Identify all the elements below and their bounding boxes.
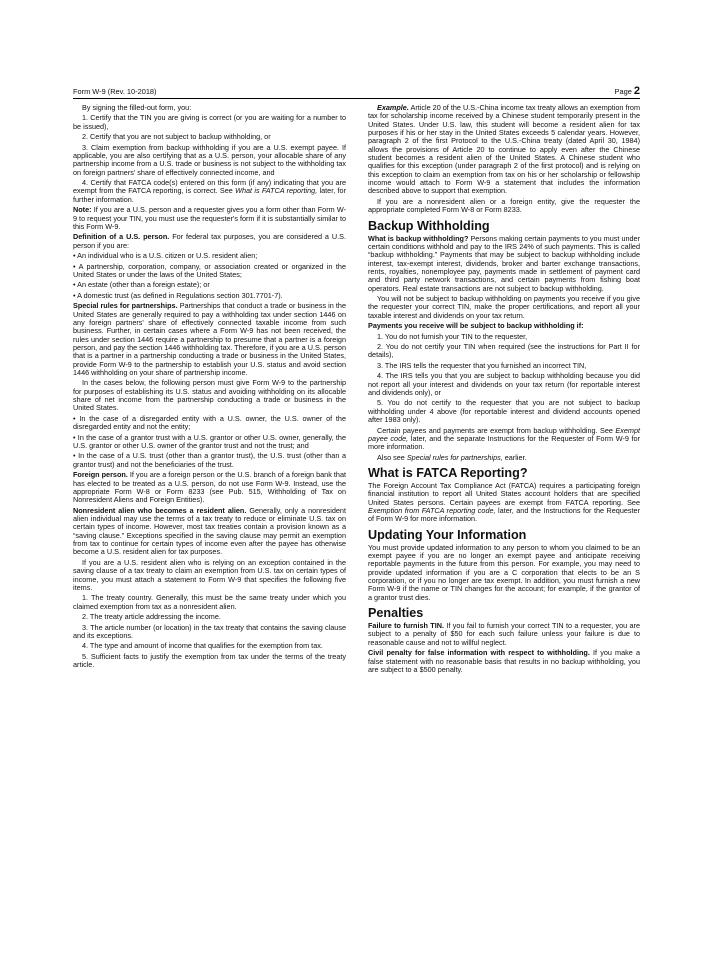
paragraph: In the cases below, the following person must give Form W-9 to the partnership for purposes of establishing its U.S. status and avoiding withholding on its allocable share of net income from the partnership conducting a trade or business in the United States.: [73, 378, 346, 413]
paragraph: 1. Certify that the TIN you are giving is correct (or you are waiting for a number to be issued),: [73, 113, 346, 131]
paragraph: Also see Special rules for partnerships, earlier.: [377, 452, 527, 462]
page-number: 2: [633, 85, 640, 97]
paragraph: Certain payees and payments are exempt from backup withholding. See Exempt payee code, later, and the separate Instructions for the Requester of Form W-9 for more information.: [368, 425, 640, 452]
list-item: • A partnership, corporation, company, or association created or organized in the United States or under the laws of the United States;: [73, 261, 346, 279]
list-item: • In the case of a disregarded entity with a U.S. owner, the U.S. owner of the disregarded entity and not the entity;: [73, 413, 346, 432]
paragraph: The Foreign Account Tax Compliance Act (FATCA) requires a participating foreign financial institution to report all United States account holders that are specified United States persons. Certain payees are exempt from FATCA reporting. See Exemption from FATCA reporting code, later, and the Instructions for the Requester of Form W-9 for more information.: [368, 481, 640, 524]
list-item: 1. You do not furnish your TIN to the requester,: [377, 331, 528, 341]
paragraph: 2. Certify that you are not subject to backup withholding, or: [82, 132, 271, 142]
list-item: 5. Sufficient facts to justify the exemption from tax under the terms of the treaty article.: [73, 651, 346, 670]
page-label: Page 2: [614, 85, 640, 97]
paragraph: If you are a nonresident alien or a foreign entity, give the requester the appropriate completed Form W-8 or Form 8233.: [368, 196, 640, 215]
list-item: 3. The article number (or location) in the tax treaty that contains the saving clause and its exceptions.: [73, 622, 346, 640]
list-item: 3. The IRS tells the requester that you furnished an incorrect TIN,: [377, 360, 587, 370]
paragraph: By signing the filled-out form, you:: [82, 103, 192, 112]
list-item: 5. You do not certify to the requester that you are not subject to backup withholding under 4 above (for reportable interest and dividend accounts opened after 1983 only).: [368, 398, 640, 425]
paragraph: You must provide updated information to any person to whom you claimed to be an exempt payee if you are no longer an exempt payee and anticipate receiving reportable payments in the future from this person. For example, you may need to provide updated information if you are a C corporation that elects to be an S corporation, or if you no longer are tax exempt. In addition, you must furnish a new Form W-9 if the name or TIN changes for the account; for example, if the grantor of a grantor trust dies.: [368, 542, 640, 602]
paragraph: Failure to furnish TIN. If you fail to furnish your correct TIN to a requester, you are subject to a penalty of $50 for each such failure unless your failure is due to reasonable cause and not to willful neglect.: [368, 621, 641, 647]
paragraph: If you are a U.S. resident alien who is relying on an exception contained in the saving clause of a tax treaty to claim an exemption from U.S. tax on certain types of income, you must attach a statement to Form W-9 that specifies the following five items.: [73, 557, 346, 592]
list-item: • In the case of a grantor trust with a U.S. grantor or other U.S. owner, generally, the U.S. grantor or other U.S. owner of the grantor trust and not the trust; and: [73, 432, 346, 451]
list-item: • In the case of a U.S. trust (other than a grantor trust), the U.S. trust (other than a grantor trust) and not the beneficiaries of the trust.: [73, 451, 346, 469]
section-heading-penalties: Penalties: [368, 606, 424, 621]
list-item: 1. The treaty country. Generally, this must be the same treaty under which you claimed exemption from tax as a nonresident alien.: [73, 593, 346, 611]
left-column: [73, 104, 346, 672]
subheading: Payments you receive will be subject to backup withholding if:: [368, 321, 584, 331]
section-heading-backup-withholding: Backup Withholding: [368, 218, 490, 233]
note-paragraph: Note: If you are a U.S. person and a requester gives you a form other than Form W-9 to request your TIN, you must use the requester's form if it is substantially similar to this Form W-9.: [73, 205, 346, 231]
nonresident-alien-paragraph: Nonresident alien who becomes a resident alien. Generally, only a nonresident alien individual may use the terms of a tax treaty to reduce or eliminate U.S. tax on certain types of income. However, most tax treaties contain a provision known as a “saving clause.” Exceptions specified in the saving clause may permit an exemption from tax to continue for certain types of income even after the payee has otherwise become a U.S. resident alien for tax purposes.: [73, 505, 346, 557]
right-column: [368, 104, 640, 676]
paragraph: Civil penalty for false information with respect to withholding. If you make a false statement with no reasonable basis that results in no backup withholding, you are subject to a $500 penalty.: [368, 648, 640, 674]
list-item: 2. You do not certify your TIN when required (see the instructions for Part II for details),: [368, 342, 640, 360]
list-item: 4. The type and amount of income that qualifies for the exemption from tax.: [82, 641, 323, 651]
section-heading-updating: Updating Your Information: [368, 527, 527, 542]
list-item: 4. The IRS tells you that you are subject to backup withholding because you did not report all your interest and dividends on your tax return (for reportable interest and dividends only), or: [368, 371, 640, 397]
section-heading-fatca: What is FATCA Reporting?: [368, 466, 528, 480]
page-header: [73, 84, 640, 99]
list-item: • A domestic trust (as defined in Regulations section 301.7701-7).: [73, 290, 283, 300]
list-item: • An estate (other than a foreign estate); or: [73, 280, 210, 290]
special-rules-paragraph: Special rules for partnerships. Partnerships that conduct a trade or business in the United States are generally required to pay a withholding tax under section 1446 on any foreign partners' share of effectively connected taxable income from such business. Further, in certain cases where a Form W-9 has not been received, the rules under section 1446 require a partnership to presume that a partner is a foreign person, and pay the section 1446 withholding tax. Therefore, if you are a U.S. person that is a partner in a partnership conducting a trade or business in the United States, provide Form W-9 to the partnership to establish your U.S. status and avoid section 1446 withholding on your share of partnership income.: [73, 301, 347, 377]
paragraph: 3. Claim exemption from backup withholding if you are a U.S. exempt payee. If applicable, you are also certifying that as a U.S. person, your allocable share of any partnership income from a U.S. trade or business is not subject to the withholding tax on foreign partners' share of effectively connected income, and: [73, 142, 346, 177]
form-label: Form W-9 (Rev. 10-2018): [73, 87, 157, 96]
paragraph: What is backup withholding? Persons making certain payments to you must under certain conditions withhold and pay to the IRS 24% of such payments. This is called “backup withholding.” Payments that may be subject to backup withholding include interest, tax-exempt interest, dividends, broker and barter exchange transactions, rents, royalties, nonemployee pay, payments made in settlement of payment card and third party network transactions, and certain payments from fishing boat operators. Real estate transactions are not subject to backup withholding.: [368, 233, 640, 293]
list-item: 2. The treaty article addressing the income.: [82, 612, 221, 622]
paragraph: 4. Certify that FATCA code(s) entered on this form (if any) indicating that you are exempt from the FATCA reporting, is correct. See What is FATCA reporting, later, for further information.: [73, 178, 346, 204]
definition-paragraph: Definition of a U.S. person. For federal tax purposes, you are considered a U.S. person if you are:: [73, 232, 346, 250]
foreign-person-paragraph: Foreign person. If you are a foreign person or the U.S. branch of a foreign bank that has elected to be treated as a U.S. person, do not use Form W-9. Instead, use the appropriate Form W-8 or Form 8233 (see Pub. 515, Withholding of Tax on Nonresident Aliens and Foreign Entities).: [73, 470, 346, 505]
paragraph: You will not be subject to backup withholding on payments you receive if you give the requester your correct TIN, make the proper certifications, and report all your taxable interest and dividends on your tax return.: [368, 294, 640, 320]
list-item: • An individual who is a U.S. citizen or U.S. resident alien;: [73, 251, 258, 261]
example-paragraph: Example. Article 20 of the U.S.-China income tax treaty allows an exemption from tax for scholarship income received by a Chinese student temporarily present in the United States. Under U.S. law, this student will become a resident alien for tax purposes if his or her stay in the United States exceeds 5 calendar years. However, paragraph 2 of the first Protocol to the U.S.-China treaty (dated April 30, 1984) allows the provisions of Article 20 to continue to apply even after the Chinese student becomes a resident alien of the United States. A Chinese student who qualifies for this exception (under paragraph 2 of the first protocol) and is relying on this exception to claim an exemption from tax on his or her scholarship or fellowship income would attach to Form W-9 a statement that includes the information described above to support that exemption.: [368, 103, 640, 196]
